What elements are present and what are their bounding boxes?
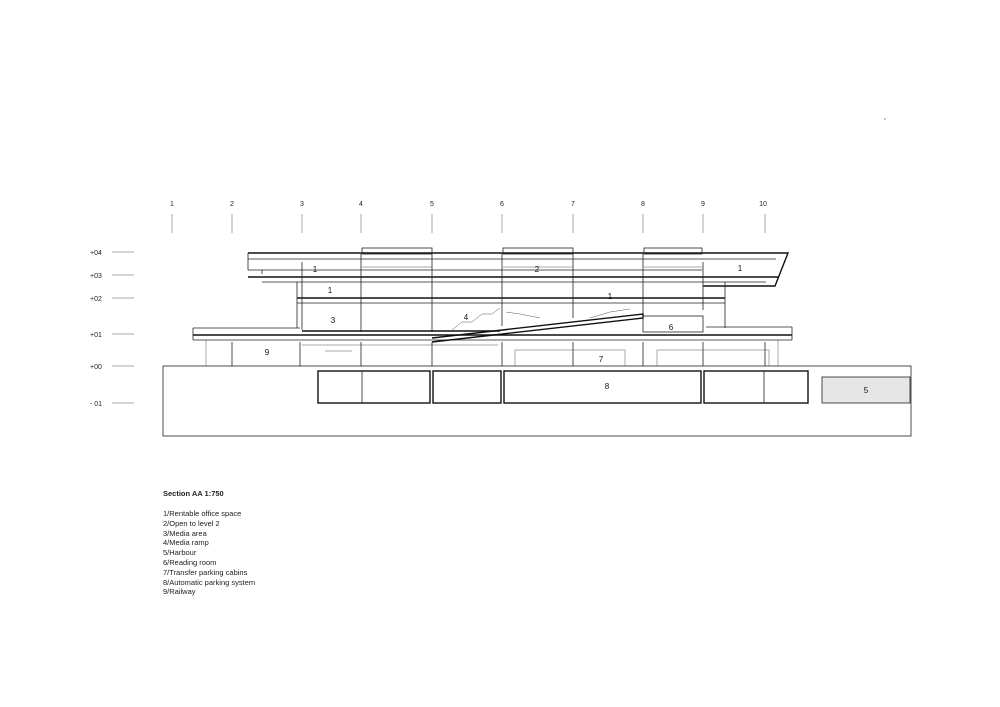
legend-item: 5/Harbour (163, 548, 197, 558)
room-tag-5: 5 (863, 386, 869, 395)
grid-label-5: 5 (430, 201, 434, 208)
legend-item: 1/Rentable office space (163, 509, 242, 518)
grid-label-6: 6 (500, 201, 504, 208)
room-tag-4: 4 (463, 313, 469, 322)
legend-item: 7/Transfer parking cabins (163, 567, 248, 577)
room-tag-1-level3: 1 (327, 286, 333, 295)
room-tag-1-upper-right: 1 (737, 264, 743, 273)
room-tag-6: 6 (668, 323, 674, 332)
level-label-02: +02 (90, 296, 102, 303)
level-label-minus-01: - 01 (90, 401, 103, 408)
level-label-00: +00 (90, 364, 102, 371)
grid-label-9: 9 (701, 201, 705, 208)
legend-list (163, 509, 255, 597)
room-tag-7: 7 (598, 355, 604, 364)
upper-floors (248, 248, 788, 342)
legend-item: 9/Railway (163, 587, 196, 597)
section-title: Section AA 1:750 (163, 489, 224, 498)
grid-label-8: 8 (641, 201, 645, 208)
level-label-03: +03 (90, 273, 102, 280)
room-tags (265, 264, 869, 395)
level-label-01: +01 (90, 332, 102, 339)
room-tag-8: 8 (604, 382, 610, 391)
grid-label-10: 10 (759, 201, 767, 208)
grid-axes (172, 214, 765, 233)
grid-label-1: 1 (170, 201, 174, 208)
grid-label-2: 2 (230, 201, 234, 208)
legend-item: 3/Media area (163, 528, 207, 538)
level-markers (90, 250, 134, 408)
section-caption (163, 489, 255, 597)
room-tag-9: 9 (264, 348, 270, 357)
ground-floor (193, 327, 792, 366)
room-tag-1-level2: 1 (607, 292, 613, 301)
room-tag-2: 2 (534, 265, 540, 274)
grid-label-3: 3 (300, 201, 304, 208)
legend-item: 6/Reading room (163, 557, 217, 567)
podium (163, 366, 911, 436)
grid-labels (170, 201, 767, 208)
legend-item: 4/Media ramp (163, 538, 209, 548)
legend-item: 2/Open to level 2 (163, 518, 220, 528)
grid-label-4: 4 (359, 201, 363, 208)
grid-label-7: 7 (571, 201, 575, 208)
legend-item: 8/Automatic parking system (163, 577, 256, 587)
level-label-04: +04 (90, 250, 102, 257)
room-tag-3: 3 (330, 316, 336, 325)
room-tag-1-upper-left: 1 (312, 265, 318, 274)
